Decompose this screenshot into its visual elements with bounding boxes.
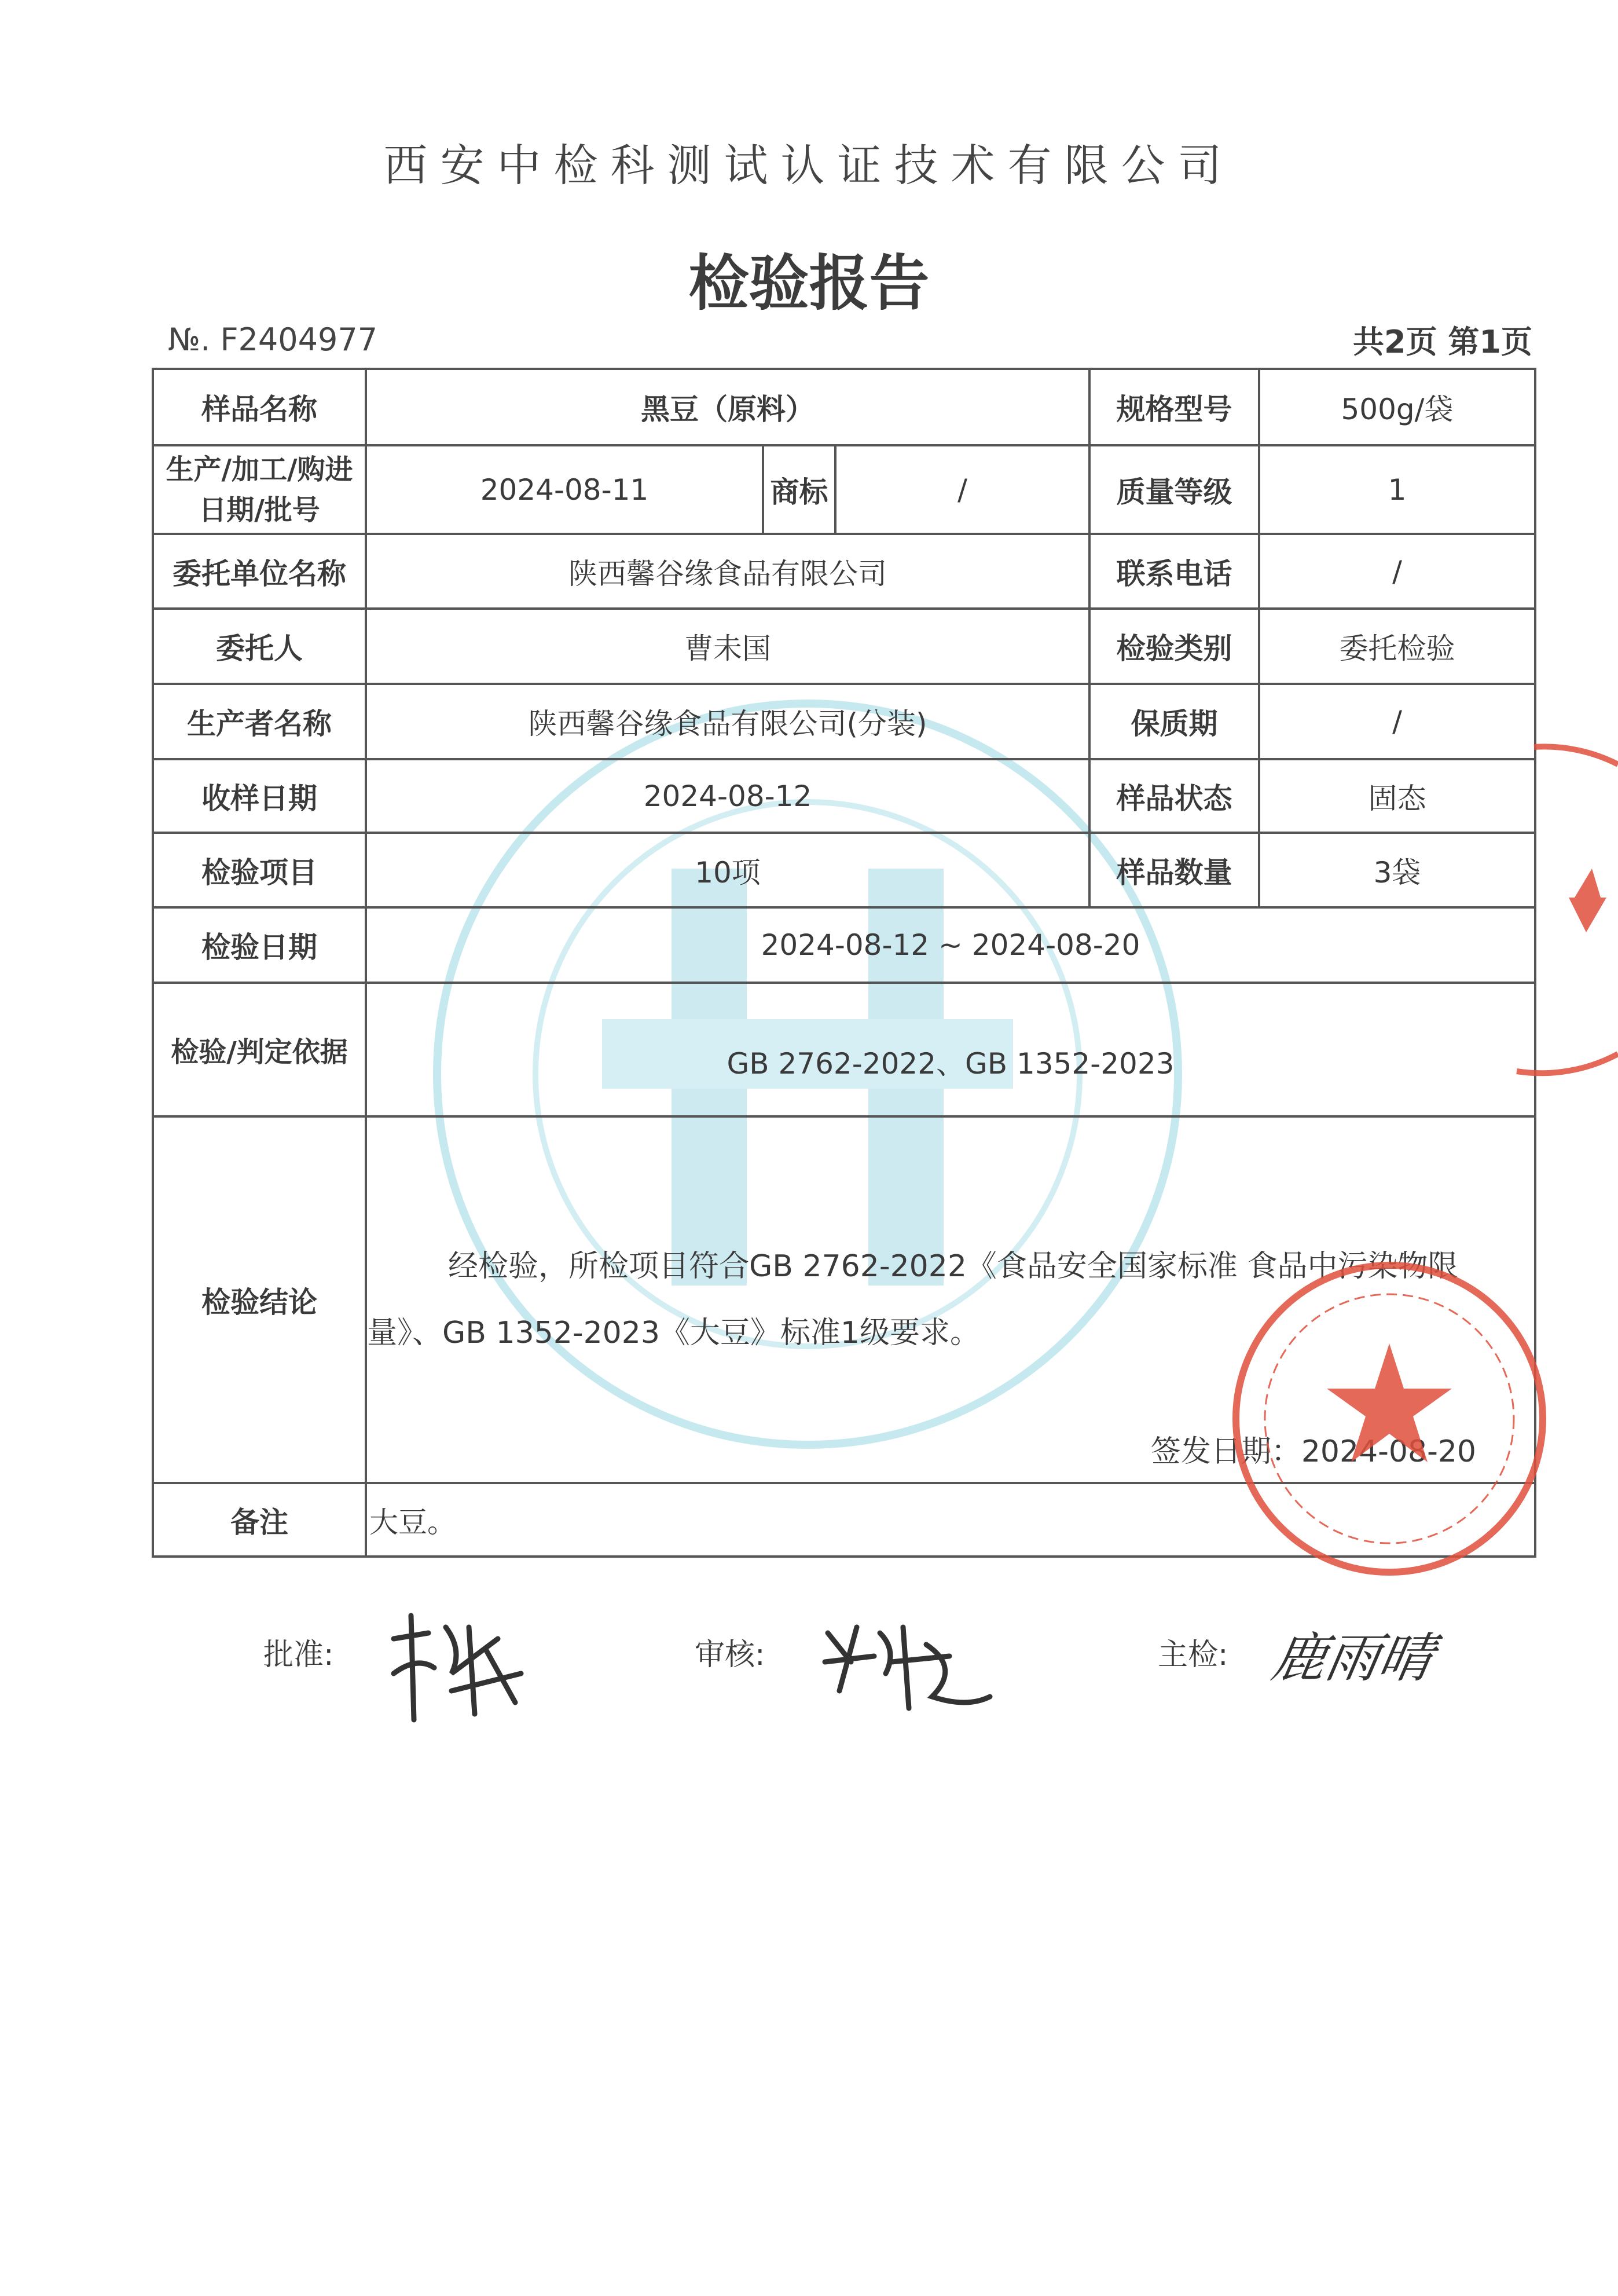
received-date-label: 收样日期	[153, 759, 366, 833]
spec-value: 500g/袋	[1259, 369, 1535, 445]
test-type-value: 委托检验	[1259, 609, 1535, 684]
production-date-label: 生产/加工/购进日期/批号	[153, 445, 366, 534]
sample-state-label: 样品状态	[1089, 759, 1259, 833]
test-items-label: 检验项目	[153, 833, 366, 907]
shelf-life-value: /	[1259, 684, 1535, 759]
shelf-life-label: 保质期	[1089, 684, 1259, 759]
basis-value: GB 2762-2022、GB 1352-2023	[366, 983, 1535, 1116]
test-date-label: 检验日期	[153, 907, 366, 983]
report-number: №. F2404977	[168, 321, 378, 358]
phone-label: 联系电话	[1089, 534, 1259, 609]
sample-name: 黑豆（原料）	[366, 369, 1089, 445]
sample-qty-label: 样品数量	[1089, 833, 1259, 907]
approve-label: 批准:	[263, 1638, 334, 1672]
remark-label: 备注	[153, 1483, 366, 1557]
producer-value: 陕西馨谷缘食品有限公司(分装)	[366, 684, 1089, 759]
sample-state-value: 固态	[1259, 759, 1535, 833]
document-title: 检验报告	[688, 248, 930, 318]
grade-label: 质量等级	[1089, 445, 1259, 534]
production-date: 2024-08-11	[366, 445, 763, 534]
received-date: 2024-08-12	[366, 759, 1089, 833]
client-label: 委托单位名称	[153, 534, 366, 609]
official-stamp	[1227, 1257, 1551, 1581]
conclusion-text: 经检验，所检项目符合GB 2762-2022《食品安全国家标准 食品中污染物限量》、GB 1352-2023《大豆》标准1级要求。	[367, 1249, 1458, 1350]
company-name: 西安中检科测试认证技术有限公司	[383, 140, 1235, 191]
client-value: 陕西馨谷缘食品有限公司	[366, 534, 1089, 609]
phone-value: /	[1259, 534, 1535, 609]
test-date-value: 2024-08-12 ~ 2024-08-20	[366, 907, 1535, 983]
page-info: 共2页 第1页	[1353, 324, 1532, 360]
grade-value: 1	[1259, 445, 1535, 534]
brand-label: 商标	[763, 445, 835, 534]
inspector-signature: 鹿雨晴	[1267, 1627, 1439, 1689]
sample-qty-value: 3袋	[1259, 833, 1535, 907]
test-type-label: 检验类别	[1089, 609, 1259, 684]
brand-value: /	[835, 445, 1089, 534]
principal-label: 委托人	[153, 609, 366, 684]
spec-label: 规格型号	[1089, 369, 1259, 445]
principal-value: 曹未国	[366, 609, 1089, 684]
producer-label: 生产者名称	[153, 684, 366, 759]
test-items-value: 10项	[366, 833, 1089, 907]
conclusion-label: 检验结论	[153, 1116, 366, 1483]
reviewer-signature	[816, 1610, 1001, 1726]
approver-signature	[382, 1604, 533, 1731]
review-label: 审核:	[695, 1638, 765, 1672]
partial-stamp	[1505, 741, 1618, 1077]
sample-name-label: 样品名称	[153, 369, 366, 445]
basis-label: 检验/判定依据	[153, 983, 366, 1116]
issue-date: 签发日期：2024-08-20	[1150, 1434, 1477, 1469]
inspect-label: 主检:	[1158, 1638, 1228, 1672]
remark-value: 大豆。	[366, 1483, 1535, 1557]
